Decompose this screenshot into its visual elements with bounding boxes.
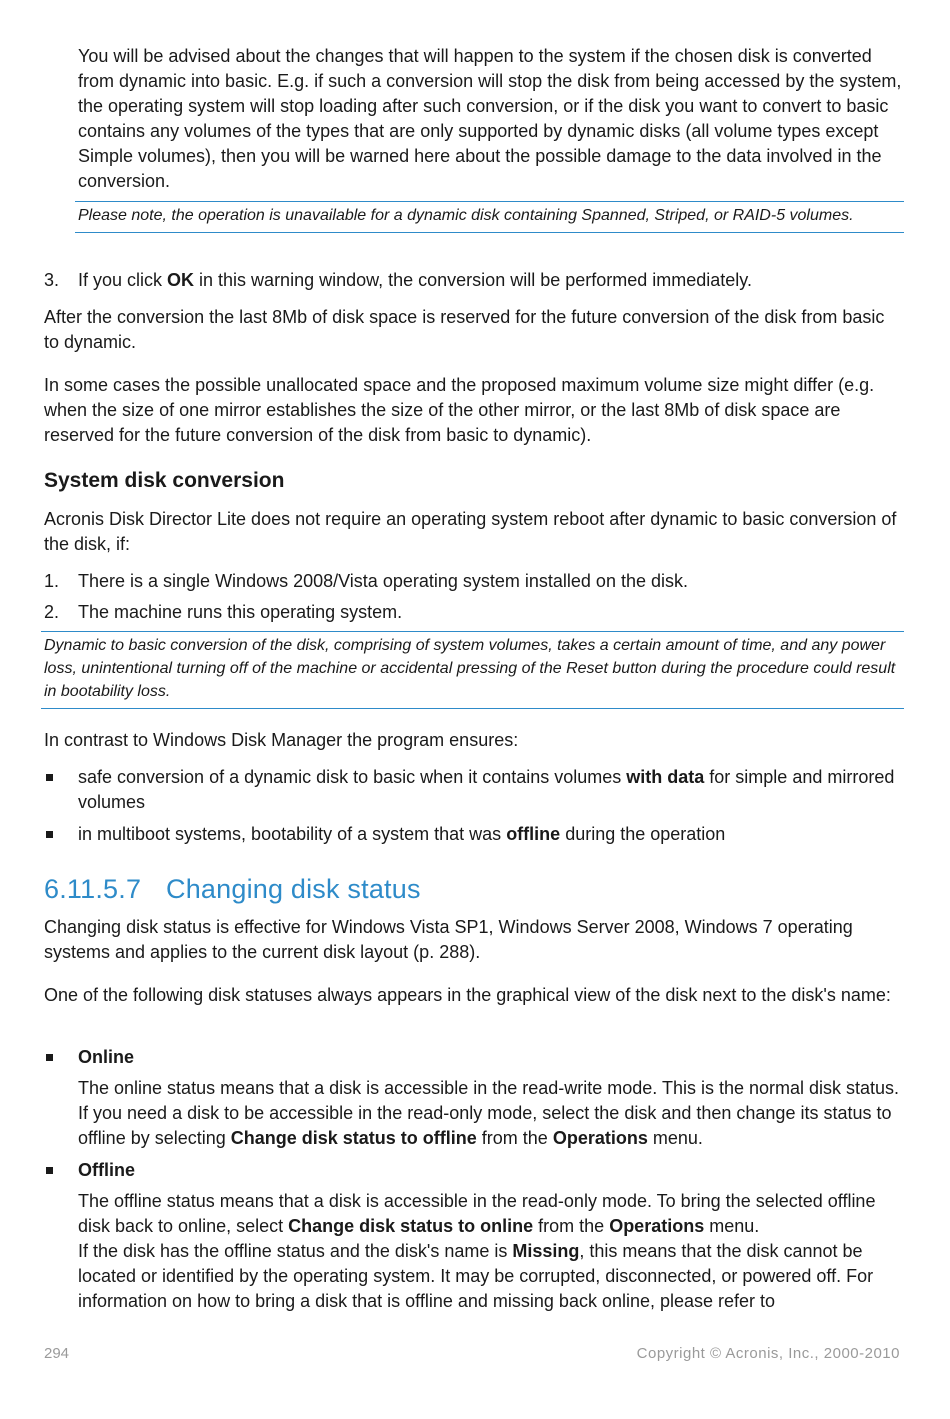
copyright-notice: Copyright © Acronis, Inc., 2000-2010 (636, 1345, 900, 1362)
paragraph-statuses: One of the following disk statuses always appears in the graphical view of the disk next to the disk's name: (44, 985, 891, 1005)
bullet-square-icon (46, 831, 53, 838)
ok-keyword: OK (167, 270, 195, 290)
paragraph-unallocated-space: In some cases the possible unallocated space and the proposed maximum volume size might differ (e.g. when the size of one mirror establishes the size of the other mirror, or the last 8Mb of disk space are reserved for the future conversion of the disk from basic to dynamic). (44, 375, 875, 445)
online-description: The online status means that a disk is accessible in the read-write mode. This is the normal disk status. If you need a disk to be accessible in the read-only mode, select the disk and then change its status to offline by selecting Change disk status to offline from the Operations menu. (78, 1078, 900, 1148)
paragraph-contrast: In contrast to Windows Disk Manager the program ensures: (44, 730, 519, 750)
heading-system-disk-conversion: System disk conversion (44, 469, 285, 492)
paragraph-no-reboot: Acronis Disk Director Lite does not require an operating system reboot after dynamic to basic conversion of the disk, if: (44, 509, 897, 554)
section-number: 6.11.5.7 (44, 874, 142, 904)
online-label: Online (78, 1047, 135, 1067)
note-bootability-warning: Dynamic to basic conversion of the disk, comprising of system volumes, takes a certain amount of time, and any power loss, unintentional turning off of the machine or accidental pressing of the Reset button during the procedure could result in bootability loss. (41, 631, 904, 709)
step-3-number: 3. (44, 270, 60, 290)
offline-description: The offline status means that a disk is accessible in the read-only mode. To bring the selected offline disk back to online, select Change disk status to online from the Operations menu. If the disk has the offline status and the disk's name is Missing, this means that the disk cannot be located or identified by the operating system. It may be corrupted, disconnected, or powered off. For information on how to bring a disk that is offline and missing back online, please refer to (78, 1191, 876, 1311)
bullet-square-icon (46, 1167, 53, 1174)
document-page: You will be advised about the changes that will happen to the system if the chosen disk is converted from dynamic into basic. E.g. if such a conversion will stop the disk from being accessed by the system, the operating system will stop loading after such conversion, or if the disk you want to convert to basic contains any volumes of the types that are only supported by dynamic disks (all volume types except Simple volumes), then you will be warned here about the possible damage to the data involved in the conversion. Please note, the operation is unavailable for a dynamic disk containing Spanned, Striped, or RAID-5 volumes. 3. If you click OK in this warning window, the conversion will be performed immediately. After the conversion the last 8Mb of disk space is reserved for the future conversion of the disk from basic to dynamic. In some cases the possible unallocated space and the proposed maximum volume size might differ (e.g. when the size of one mirror establishes the size of the other mirror, or the last 8Mb of disk space are reserved for the future conversion of the disk from basic to dynamic). System disk conversion Acronis Disk Director Lite does not require an operating system reboot after dynamic to basic conversion of the disk, if: 1. There is a single Windows 2008/Vista operating system installed on the disk. 2. The machine runs this operating system. Dynamic to basic conversion of the disk, comprising of system volumes, takes a certain amount of time, and any power loss, unintentional turning off of the machine or accidental pressing of the Reset button during the procedure could result in bootability loss. In contrast to Windows Disk Manager the program ensures: safe conversion of a dynamic disk to basic when it contains volumes with data for simple and mirrored volumes in multiboot systems, bootability of a system that was offline during the operation 6.11.5.7 Changing disk status Changing disk status is effective for Windows Vista SP1, Windows Server 2008, Windows 7 operating systems and applies to the current disk layout (p. 288). One of the following disk statuses always appears in the graphical view of the disk next to the disk's name: Online The online status means that a disk is accessible in the read-write mode. This is the normal disk status. If you need a disk to be accessible in the read-only mode, select the disk and then change its status to offline by selecting Change disk status to offline from the Operations menu. Offline The offline status means that a disk is accessible in the read-only mode. To bring the selected offline disk back to online, select Change disk status to online from the Operations menu. If the disk has the offline status and the disk's name is Missing, this means that the disk cannot be located or identified by the operating system. It may be corrupted, disconnected, or powered off. For information on how to bring a disk that is offline and missing back online, please refer to 294 Copyright © Acronis, Inc., 2000-2010 (0, 0, 950, 1419)
paragraph-after-conversion: After the conversion the last 8Mb of disk space is reserved for the future conversion of the disk from basic to dynamic. (44, 307, 885, 352)
section-heading-changing-disk-status (44, 872, 421, 906)
bullet-square-icon (46, 1054, 53, 1061)
paragraph-effective-systems: Changing disk status is effective for Windows Vista SP1, Windows Server 2008, Windows 7 operating systems and applies to the current disk layout (p. 288). (44, 917, 853, 962)
note-unavailable-operation: Please note, the operation is unavailable for a dynamic disk containing Spanned, Striped, or RAID-5 volumes. (75, 201, 904, 233)
page-number: 294 (44, 1345, 70, 1362)
step-3-text: If you click OK in this warning window, the conversion will be performed immediately. (78, 270, 752, 290)
intro-paragraph: You will be advised about the changes that will happen to the system if the chosen disk is converted from dynamic into basic. E.g. if such a conversion will stop the disk from being accessed by the system, the operating system will stop loading after such conversion, or if the disk you want to convert to basic contains any volumes of the types that are only supported by dynamic disks (all volume types except Simple volumes), then you will be warned here about the possible damage to the data involved in the conversion. (78, 46, 902, 191)
section-title: Changing disk status (166, 874, 421, 904)
bullet-square-icon (46, 774, 53, 781)
offline-label: Offline (78, 1160, 135, 1180)
